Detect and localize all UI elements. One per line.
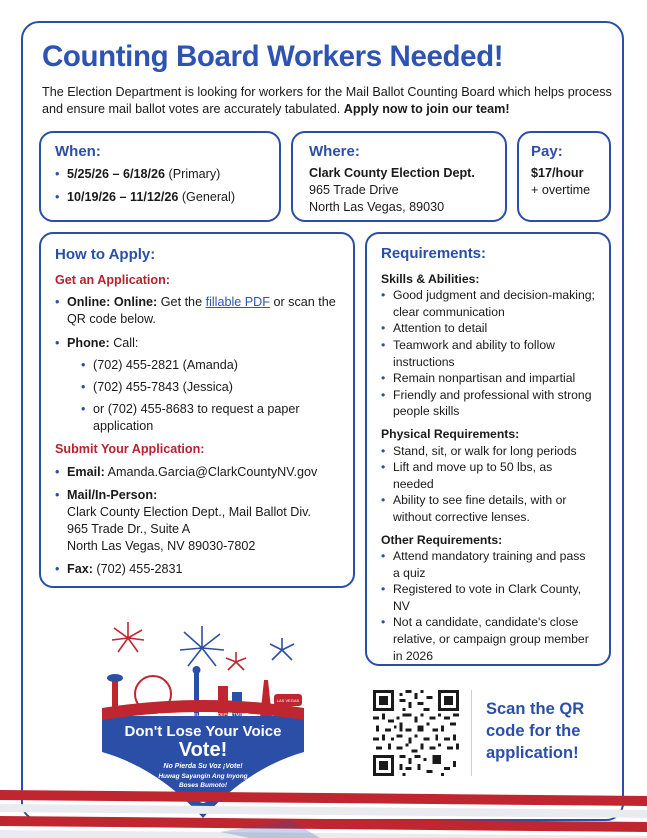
- fax-item: [55, 561, 339, 578]
- phone-item: [55, 335, 339, 435]
- fax-label: Fax:: [67, 562, 93, 576]
- other-list: [381, 548, 595, 664]
- when-label: (Primary): [168, 167, 221, 181]
- phone-number: • (702) 455-2821 (Amanda): [81, 357, 339, 374]
- logo-arc-text: CLARK COUNTY ELECTION DEPARTMENT: [157, 712, 249, 717]
- email-value[interactable]: Amanda.Garcia@ClarkCountyNV.gov: [107, 465, 318, 479]
- logo-sign-text: LAS VEGAS: [276, 698, 300, 703]
- when-heading: When:: [55, 143, 101, 160]
- where-heading: Where:: [309, 143, 360, 160]
- logo-line-2: Vote!: [178, 739, 228, 761]
- mail-line: 965 Trade Dr., Suite A: [67, 522, 191, 536]
- pay-extra: + overtime: [531, 183, 591, 197]
- physical-item: • Ability to see fine details, with or without corrective lenses.: [381, 492, 595, 525]
- phone-label: Phone:: [67, 336, 110, 350]
- intro-cta: Apply now to join our team!: [343, 102, 510, 116]
- online-text-2: or scan the QR code below.: [67, 295, 336, 326]
- fillable-pdf-link[interactable]: fillable PDF: [205, 295, 270, 309]
- skill-item: • Teamwork and ability to follow instructions: [381, 337, 595, 370]
- submit-list: [55, 464, 339, 578]
- physical-item: • Lift and move up to 50 lbs, as needed: [381, 459, 595, 492]
- skills-list: [381, 287, 595, 420]
- when-dates: 5/25/26 – 6/18/26: [67, 167, 166, 181]
- when-dates: 10/19/26 – 11/12/26: [67, 190, 179, 204]
- skill-item: • Good judgment and decision-making; clear communication: [381, 287, 595, 320]
- fireworks-icon: [112, 622, 294, 670]
- when-box: [39, 131, 281, 222]
- flag-stripes: [0, 786, 647, 838]
- when-list: [55, 166, 265, 206]
- apply-heading: How to Apply:: [55, 246, 156, 263]
- where-name: Clark County Election Dept.: [309, 166, 475, 180]
- apply-box: [39, 232, 355, 588]
- other-item: • Attend mandatory training and pass a quiz: [381, 548, 595, 581]
- skill-item: • Remain nonpartisan and impartial: [381, 370, 595, 387]
- intro-paragraph: [42, 84, 612, 118]
- online-label: Online: Online:: [67, 295, 158, 309]
- pay-heading: Pay:: [531, 143, 563, 160]
- mail-line: Clark County Election Dept., Mail Ballot Div.: [67, 505, 312, 519]
- where-city: North Las Vegas, 89030: [309, 200, 445, 214]
- get-app-heading: Get an Application:: [55, 273, 170, 287]
- scan-qr-text: Scan the QR code for the application!: [486, 700, 585, 762]
- physical-item: • Stand, sit, or walk for long periods: [381, 443, 595, 460]
- requirements-box: [365, 232, 611, 666]
- where-box: [291, 131, 507, 222]
- phone-number: • (702) 455-7843 (Jessica): [81, 379, 339, 396]
- phone-list: [67, 357, 339, 435]
- get-app-list: [55, 294, 339, 435]
- when-item: [55, 166, 265, 183]
- logo-line-1: Don't Lose Your Voice: [124, 723, 282, 740]
- requirements-heading: Requirements:: [381, 245, 487, 262]
- online-item: [55, 294, 339, 328]
- skill-item: • Friendly and professional with strong people skills: [381, 387, 595, 420]
- phone-text: Call:: [113, 336, 139, 350]
- submit-heading: Submit Your Application:: [55, 442, 205, 456]
- email-label: Email:: [67, 465, 105, 479]
- mail-line: North Las Vegas, NV 89030-7802: [67, 539, 256, 553]
- logo-line-4: Huwag Sayangin Ang Inyong: [158, 773, 248, 780]
- other-heading: Other Requirements:: [381, 532, 503, 547]
- when-label: (General): [181, 190, 236, 204]
- when-item: [55, 189, 265, 206]
- mail-label: Mail/In-Person:: [67, 488, 158, 502]
- intro-text: The Election Department is looking for workers for the Mail Ballot Counting Board which helps process and ensure mail ballot votes are accurately tabulated.: [42, 85, 612, 116]
- fax-value: (702) 455-2831: [96, 562, 183, 576]
- online-text: Get the: [160, 295, 203, 309]
- skills-heading: Skills & Abilities:: [381, 271, 480, 286]
- pay-rate: $17/hour: [531, 166, 584, 180]
- email-item: [55, 464, 339, 481]
- page-title: Counting Board Workers Needed!: [42, 40, 504, 73]
- qr-divider: [471, 690, 472, 776]
- logo-line-3: No Pierda Su Voz ¡Vote!: [163, 763, 243, 770]
- qr-code-icon[interactable]: [373, 690, 459, 776]
- physical-heading: Physical Requirements:: [381, 426, 520, 441]
- logo-line-5: Boses Bumoto!: [178, 782, 228, 789]
- other-item: • Not a candidate, candidate's close relative, or campaign group member in 2026: [381, 614, 595, 664]
- pay-box: [517, 131, 611, 222]
- skill-item: • Attention to detail: [381, 320, 595, 337]
- phone-number: • or (702) 455-8683 to request a paper application: [81, 401, 339, 435]
- physical-list: [381, 443, 595, 526]
- other-item: • Registered to vote in Clark County, NV: [381, 581, 595, 614]
- where-street: 965 Trade Drive: [309, 183, 399, 197]
- mail-item: [55, 487, 339, 555]
